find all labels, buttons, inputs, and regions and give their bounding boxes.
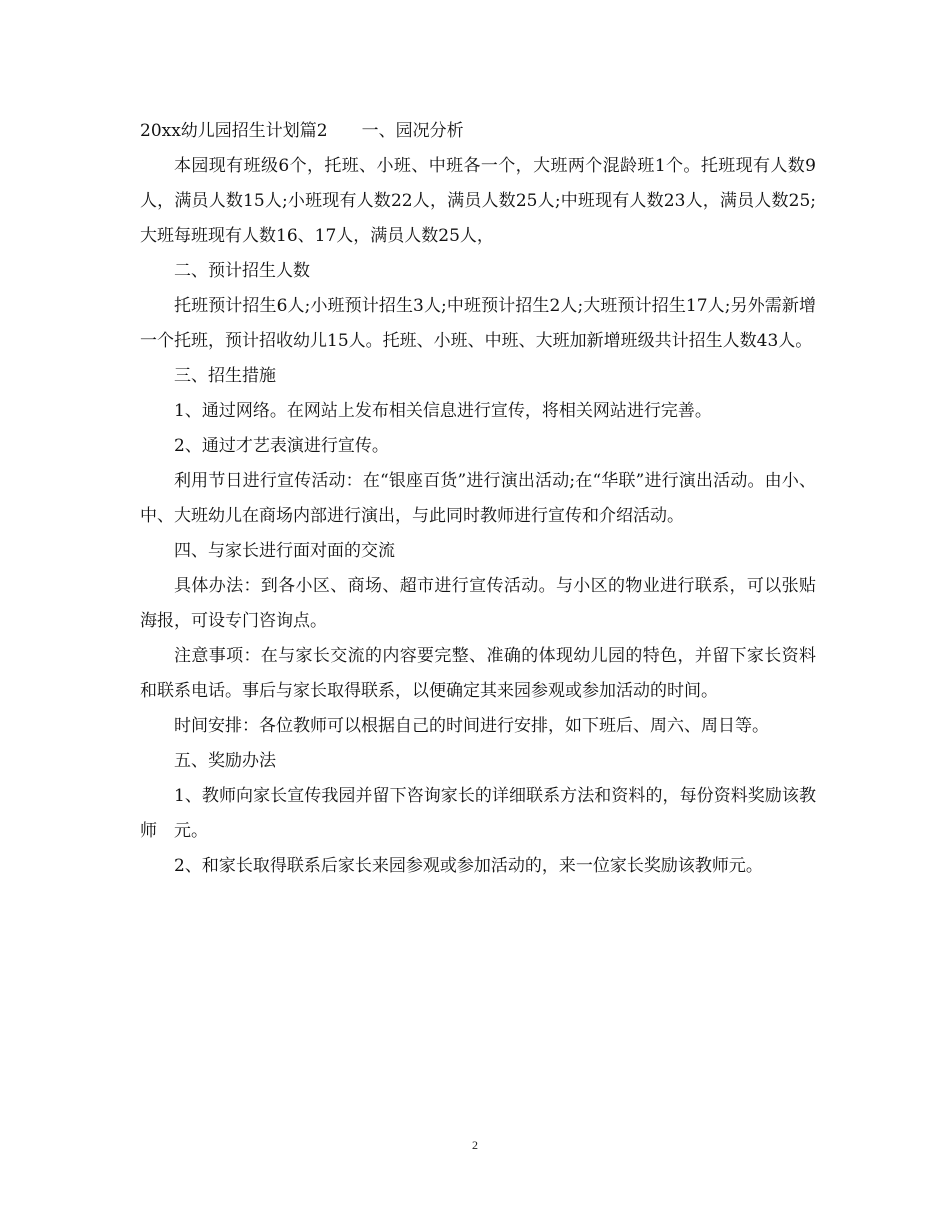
section-heading-expected-enrollment: 二、预计招生人数 <box>174 261 310 281</box>
page-number: 2 <box>472 1138 478 1152</box>
section-heading-parent-communication: 四、与家长进行面对面的交流 <box>174 541 395 561</box>
paragraph-reward-1: 1、教师向家长宣传我园并留下咨询家长的详细联系方法和资料的，每份资料奖励该教师 元。 <box>140 786 816 841</box>
paragraph-campus-analysis: 本园现有班级6个，托班、小班、中班各一个，大班两个混龄班1个。托班现有人数9人，满员人数15人;小班现有人数22人，满员人数25人;中班现有人数23人，满员人数25;大班每班现有人数16、17人，满员人数25人， <box>140 156 816 246</box>
document-body <box>140 114 816 884</box>
paragraph-holiday-activities: 利用节日进行宣传活动：在“银座百货”进行演出活动;在“华联”进行演出活动。由小、中、大班幼儿在商场内部进行演出，与此同时教师进行宣传和介绍活动。 <box>140 471 816 526</box>
paragraph-schedule: 时间安排：各位教师可以根据自己的时间进行安排，如下班后、周六、周日等。 <box>174 716 769 736</box>
paragraph-measure-performance: 2、通过才艺表演进行宣传。 <box>174 436 389 456</box>
paragraph-expected-enrollment: 托班预计招生6人;小班预计招生3人;中班预计招生2人;大班预计招生17人;另外需新增一个托班，预计招收幼儿15人。托班、小班、中班、大班加新增班级共计招生人数43人。 <box>140 296 816 351</box>
paragraph-reward-2: 2、和家长取得联系后家长来园参观或参加活动的，来一位家长奖励该教师元。 <box>174 856 763 876</box>
paragraph-notes: 注意事项：在与家长交流的内容要完整、准确的体现幼儿园的特色，并留下家长资料和联系电话。事后与家长取得联系，以便确定其来园参观或参加活动的时间。 <box>140 646 816 701</box>
paragraph-measure-online: 1、通过网络。在网站上发布相关信息进行宣传，将相关网站进行完善。 <box>174 401 712 421</box>
paragraph-specific-methods: 具体办法：到各小区、商场、超市进行宣传活动。与小区的物业进行联系，可以张贴海报，可设专门咨询点。 <box>140 576 816 631</box>
section-heading-rewards: 五、奖励办法 <box>174 751 276 771</box>
section-heading-enrollment-measures: 三、招生措施 <box>174 366 276 386</box>
document-heading: 20xx幼儿园招生计划篇2 一、园况分析 <box>140 121 464 141</box>
